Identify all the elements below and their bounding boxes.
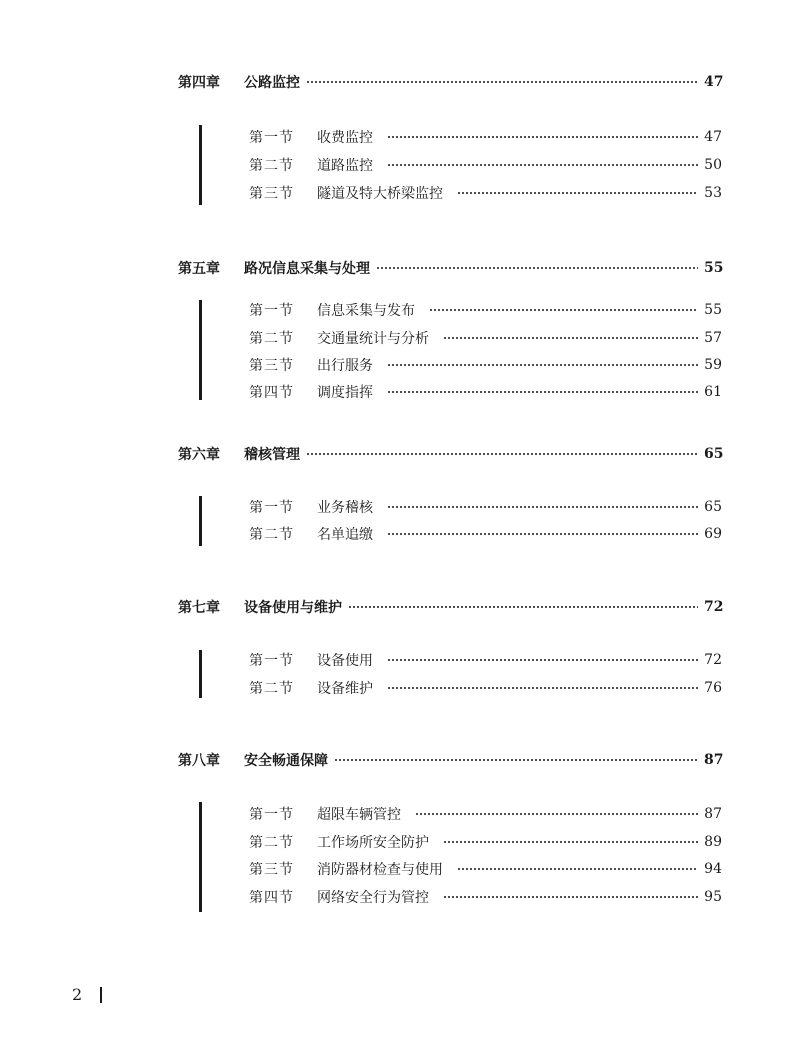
section-number: 第一节 bbox=[249, 653, 294, 669]
section-title: 信息采集与发布 bbox=[317, 303, 415, 319]
toc-section[interactable] bbox=[249, 355, 722, 375]
section-title: 调度指挥 bbox=[317, 385, 373, 401]
section-page: 76 bbox=[704, 680, 722, 696]
chapter-page: 87 bbox=[704, 752, 724, 768]
toc-section[interactable] bbox=[249, 832, 722, 852]
toc-chapter-8[interactable] bbox=[178, 750, 722, 770]
dot-leader bbox=[457, 868, 698, 870]
section-title: 隧道及特大桥梁监控 bbox=[317, 186, 443, 202]
toc-section[interactable] bbox=[249, 183, 722, 203]
dot-leader bbox=[387, 364, 698, 366]
section-title: 交通量统计与分析 bbox=[317, 331, 429, 347]
section-title: 设备维护 bbox=[317, 681, 373, 697]
toc-section[interactable] bbox=[249, 804, 722, 824]
section-page: 61 bbox=[704, 384, 722, 400]
toc-section[interactable] bbox=[249, 155, 722, 175]
section-bracket-bar bbox=[199, 496, 202, 546]
dot-leader bbox=[387, 659, 698, 661]
chapter-number: 第六章 bbox=[178, 447, 220, 463]
footer-divider bbox=[100, 987, 102, 1003]
section-title: 出行服务 bbox=[317, 358, 373, 374]
section-page: 47 bbox=[704, 129, 722, 145]
section-page: 55 bbox=[704, 302, 722, 318]
section-number: 第三节 bbox=[249, 862, 294, 878]
chapter-number: 第五章 bbox=[178, 261, 220, 277]
section-number: 第一节 bbox=[249, 303, 294, 319]
section-title: 道路监控 bbox=[317, 158, 373, 174]
section-number: 第一节 bbox=[249, 807, 294, 823]
section-page: 89 bbox=[704, 834, 722, 850]
chapter-page: 55 bbox=[704, 260, 724, 276]
section-number: 第二节 bbox=[249, 681, 294, 697]
section-title: 网络安全行为管控 bbox=[317, 890, 429, 906]
section-title: 工作场所安全防护 bbox=[317, 835, 429, 851]
section-number: 第四节 bbox=[249, 385, 294, 401]
dot-leader bbox=[387, 164, 698, 166]
dot-leader bbox=[387, 687, 698, 689]
chapter-page: 47 bbox=[704, 74, 724, 90]
section-number: 第二节 bbox=[249, 835, 294, 851]
chapter-title: 稽核管理 bbox=[244, 447, 300, 463]
toc-section[interactable] bbox=[249, 328, 722, 348]
dot-leader bbox=[334, 759, 698, 761]
section-title: 收费监控 bbox=[317, 130, 373, 146]
section-bracket-bar bbox=[199, 802, 202, 912]
toc-section[interactable] bbox=[249, 887, 722, 907]
dot-leader bbox=[387, 533, 698, 535]
section-number: 第四节 bbox=[249, 890, 294, 906]
page-number: 2 bbox=[72, 985, 83, 1004]
section-title: 名单追缴 bbox=[317, 527, 373, 543]
toc-section[interactable] bbox=[249, 524, 722, 544]
chapter-title: 设备使用与维护 bbox=[244, 600, 342, 616]
dot-leader bbox=[348, 606, 698, 608]
section-page: 59 bbox=[704, 357, 722, 373]
dot-leader bbox=[306, 453, 698, 455]
chapter-number: 第七章 bbox=[178, 600, 220, 616]
dot-leader bbox=[457, 192, 698, 194]
chapter-number: 第四章 bbox=[178, 75, 220, 91]
dot-leader bbox=[387, 136, 698, 138]
section-bracket-bar bbox=[199, 125, 202, 205]
toc-chapter-5[interactable] bbox=[178, 258, 722, 278]
chapter-title: 路况信息采集与处理 bbox=[244, 261, 370, 277]
section-title: 超限车辆管控 bbox=[317, 807, 401, 823]
page-footer bbox=[72, 985, 102, 1004]
toc-section[interactable] bbox=[249, 382, 722, 402]
toc-chapter-6[interactable] bbox=[178, 444, 722, 464]
section-page: 72 bbox=[704, 652, 722, 668]
section-bracket-bar bbox=[199, 650, 202, 698]
chapter-number: 第八章 bbox=[178, 753, 220, 769]
section-title: 业务稽核 bbox=[317, 500, 373, 516]
section-title: 消防器材检查与使用 bbox=[317, 862, 443, 878]
toc-section[interactable] bbox=[249, 678, 722, 698]
section-page: 94 bbox=[704, 861, 722, 877]
section-page: 50 bbox=[704, 157, 722, 173]
toc-section[interactable] bbox=[249, 650, 722, 670]
toc-section[interactable] bbox=[249, 127, 722, 147]
section-page: 57 bbox=[704, 330, 722, 346]
section-bracket-bar bbox=[199, 300, 202, 400]
chapter-page: 72 bbox=[704, 599, 724, 615]
chapter-title: 公路监控 bbox=[244, 75, 300, 91]
dot-leader bbox=[429, 309, 698, 311]
section-page: 69 bbox=[704, 526, 722, 542]
section-number: 第三节 bbox=[249, 186, 294, 202]
dot-leader bbox=[415, 813, 698, 815]
section-page: 53 bbox=[704, 185, 722, 201]
dot-leader bbox=[387, 506, 698, 508]
chapter-page: 65 bbox=[704, 446, 724, 462]
section-number: 第三节 bbox=[249, 358, 294, 374]
section-number: 第二节 bbox=[249, 527, 294, 543]
dot-leader bbox=[443, 896, 698, 898]
chapter-title: 安全畅通保障 bbox=[244, 753, 328, 769]
section-title: 设备使用 bbox=[317, 653, 373, 669]
toc-section[interactable] bbox=[249, 859, 722, 879]
dot-leader bbox=[443, 841, 698, 843]
section-page: 95 bbox=[704, 889, 722, 905]
dot-leader bbox=[306, 81, 698, 83]
dot-leader bbox=[376, 267, 698, 269]
dot-leader bbox=[387, 391, 698, 393]
dot-leader bbox=[443, 337, 698, 339]
section-page: 65 bbox=[704, 499, 722, 515]
toc-chapter-4[interactable] bbox=[178, 72, 722, 92]
section-number: 第一节 bbox=[249, 130, 294, 146]
section-number: 第二节 bbox=[249, 158, 294, 174]
toc-section[interactable] bbox=[249, 497, 722, 517]
section-number: 第一节 bbox=[249, 500, 294, 516]
section-page: 87 bbox=[704, 806, 722, 822]
toc-chapter-7[interactable] bbox=[178, 597, 722, 617]
section-number: 第二节 bbox=[249, 331, 294, 347]
toc-section[interactable] bbox=[249, 300, 722, 320]
